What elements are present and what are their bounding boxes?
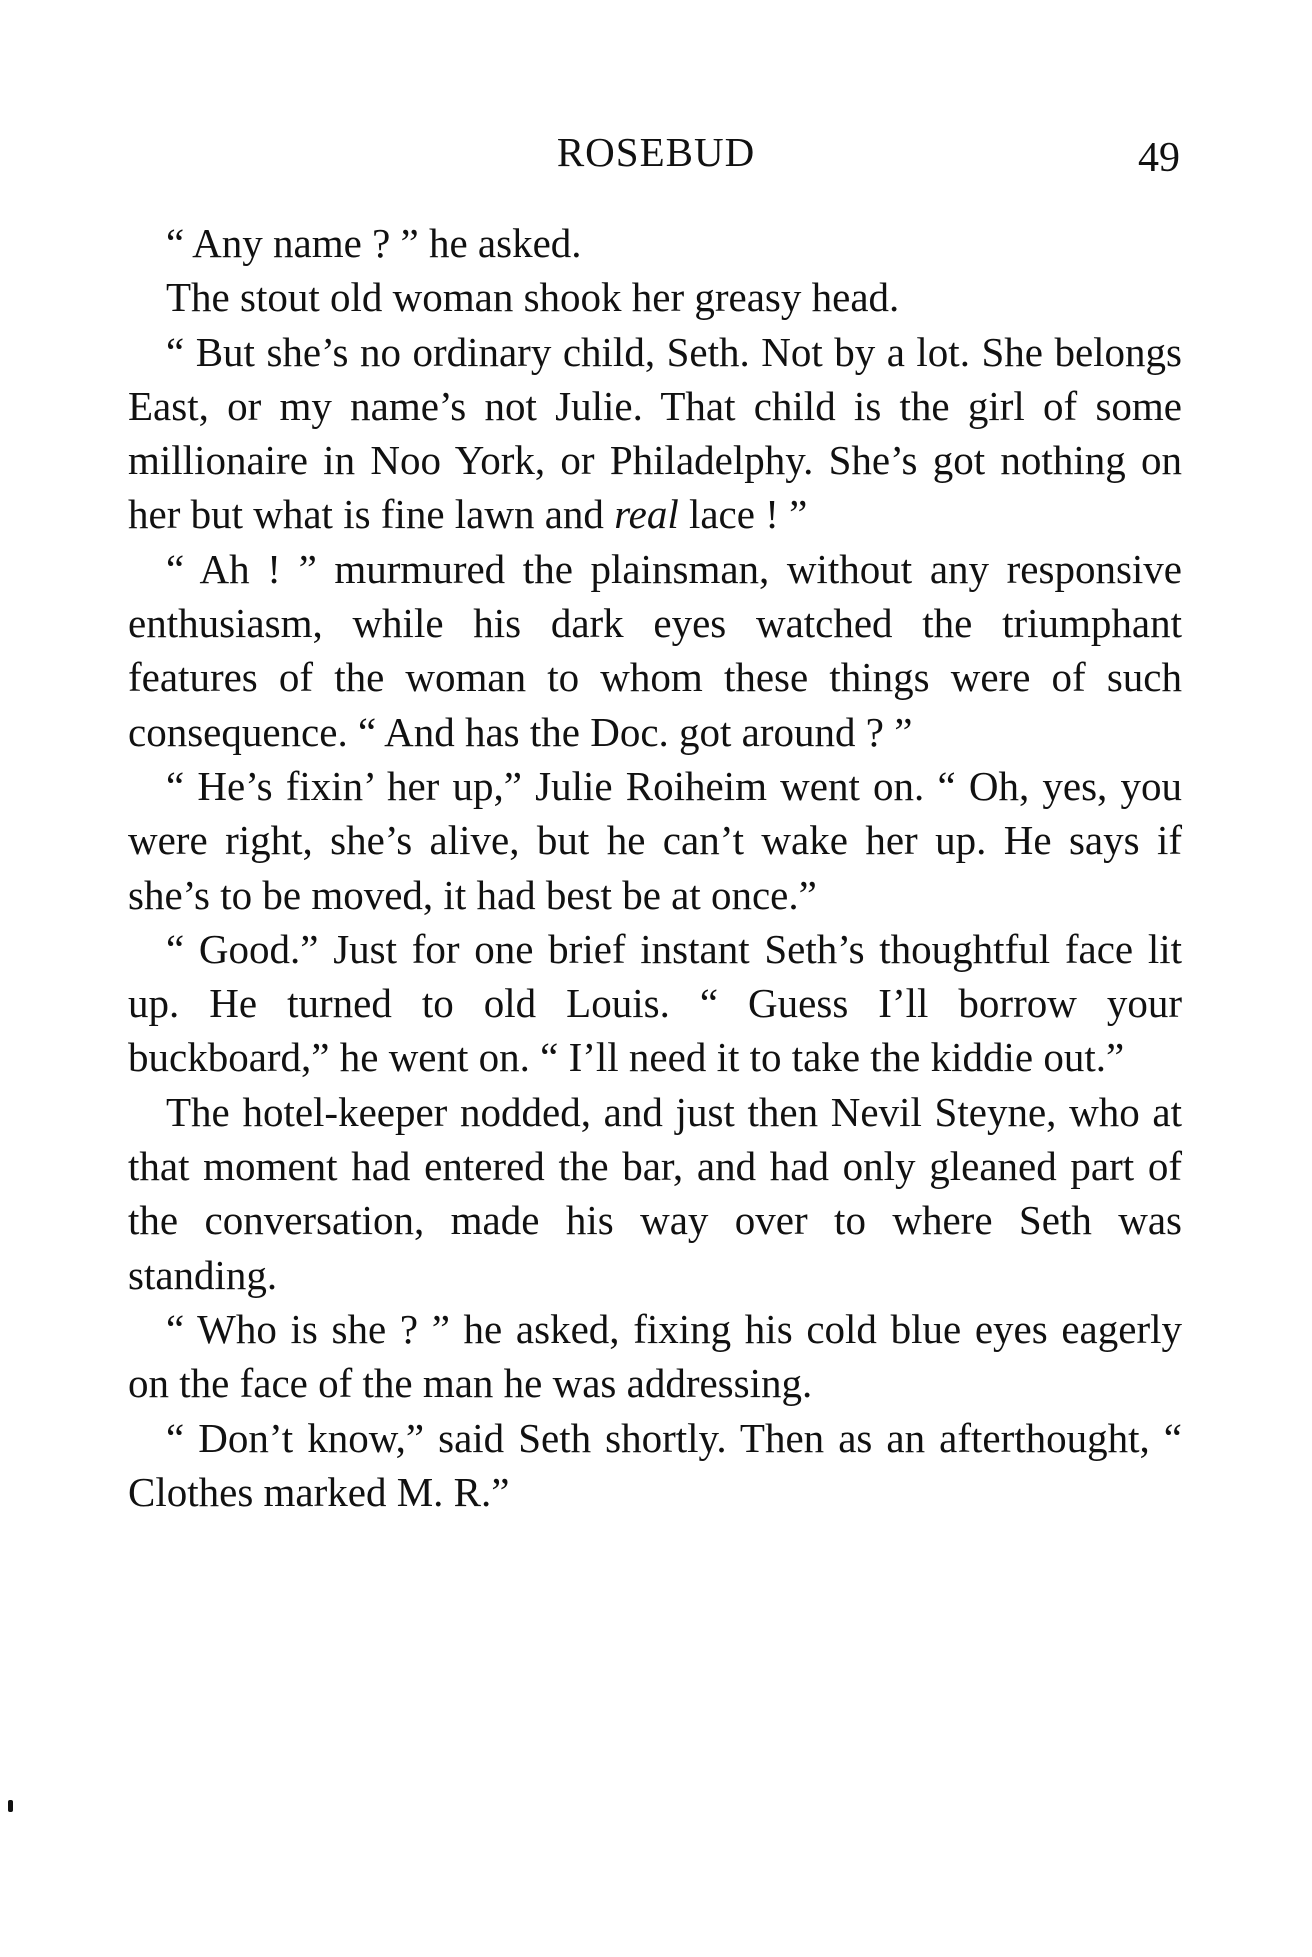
paragraph-fixin: “ He’s fixin’ her up,” Julie Roiheim went on. “ Oh, yes, you were right, she’s alive, but he can’t wake her up. He says if she’s to be moved, it had best be at once.” bbox=[128, 762, 1182, 918]
running-title: ROSEBUD bbox=[556, 129, 756, 175]
scan-speck bbox=[8, 1800, 13, 1812]
paragraph-ordinary-child bbox=[128, 325, 1182, 542]
paragraph-dont-know: “ Don’t know,” said Seth shortly. Then as an afterthought, “ Clothes marked M. R.” bbox=[128, 1414, 1182, 1515]
page-number: 49 bbox=[1138, 135, 1180, 181]
paragraph-good: “ Good.” Just for one brief instant Seth’s thoughtful face lit up. He turned to old Louis. “ Guess I’ll borrow your buckboard,” he went on. “ I’ll need it to take the kiddie out.” bbox=[128, 925, 1182, 1081]
paragraph-plainsman: “ Ah ! ” murmured the plainsman, without any responsive enthusiasm, while his dark eyes watched the triumphant features of the woman to whom these things were of such consequence. “ And has the Doc. got around ? ” bbox=[128, 545, 1182, 755]
running-header bbox=[0, 128, 1312, 188]
paragraph-any-name: “ Any name ? ” he asked. bbox=[166, 220, 582, 266]
paragraph-hotel-keeper: The hotel-keeper nodded, and just then Nevil Steyne, who at that moment had entered the bar, and had only gleaned part of the conversation, made his way over to where Seth was standing. bbox=[128, 1088, 1182, 1298]
emphasis-real: real bbox=[614, 491, 679, 538]
paragraph-ordinary-child-before: “ But she’s no ordinary child, Seth. Not by a lot. She belongs East, or my name’s not Julie. That child is the girl of some millionaire in Noo York, or Philadelphy. She’s got nothing on her but what is fine lawn and bbox=[128, 328, 1182, 538]
body-text bbox=[128, 216, 1182, 1519]
paragraph-stout-woman: The stout old woman shook her greasy head. bbox=[166, 274, 900, 321]
paragraph-who-is-she: “ Who is she ? ” he asked, fixing his cold blue eyes eagerly on the face of the man he was addressing. bbox=[128, 1305, 1182, 1407]
paragraph-ordinary-child-after: lace ! ” bbox=[678, 491, 808, 538]
